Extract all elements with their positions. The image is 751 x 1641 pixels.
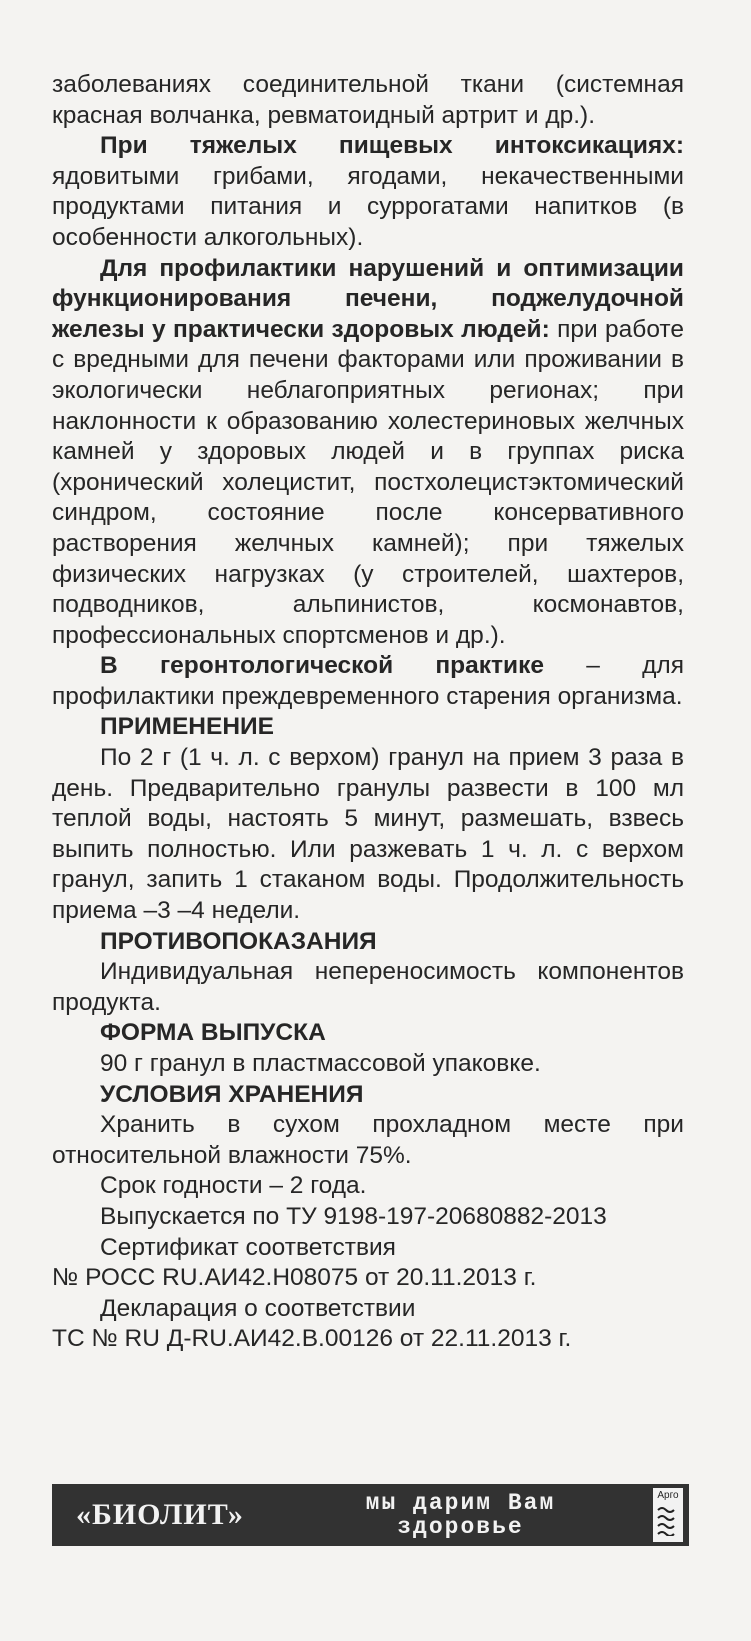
wave-icon — [656, 1504, 680, 1536]
slogan — [268, 1491, 653, 1539]
slogan-line-2: здоровье — [397, 1514, 524, 1540]
paragraph-gerontology — [52, 651, 684, 712]
paragraph-prophylaxis — [52, 254, 684, 652]
prophylaxis-text: при работе с вредными для печени факторами или проживании в экологически неблагоприятных регионах; при наклонности к образованию холестериновых желчных камней у здоровых людей и в группах риска (хронический холецистит, постхолецистэктомический синдром, состояние после консервативного растворения желчных камней); при тяжелых физических нагрузках (у строителей, шахтеров, подводников, альпинистов, космонавтов, профессиональных спортсменов и др.). — [52, 315, 684, 649]
paragraph-intoxication — [52, 131, 684, 253]
gerontology-text: – для профилактики преждевременного старения организма. — [52, 652, 684, 710]
prophylaxis-lead: Для профилактики нарушений и оптимизации функционирования печени, поджелудочной железы у практически здоровых людей: — [52, 254, 684, 343]
contraindications-heading: ПРОТИВОПОКАЗАНИЯ — [100, 927, 377, 955]
intoxication-text: ядовитыми грибами, ягодами, некачественными продуктами питания и суррогатами напитков (в особенности алкогольных). — [52, 162, 684, 251]
gerontology-lead: В геронтологической практике — [100, 652, 544, 680]
paragraph-connective-tissue: заболеваниях соединительной ткани (системная красная волчанка, ревматоидный артрит и др.). — [52, 71, 684, 129]
logo-text: Арго — [657, 1490, 679, 1501]
certificate-label: Сертификат соответствия — [100, 1233, 396, 1261]
usage-heading: ПРИМЕНЕНИЕ — [100, 713, 274, 741]
storage-heading: УСЛОВИЯ ХРАНЕНИЯ — [100, 1080, 364, 1108]
contraindications-text: Индивидуальная непереносимость компонентов продукта. — [52, 958, 684, 1016]
shelf-life: Срок годности – 2 года. — [100, 1172, 367, 1200]
declaration-label: Декларация о соответствии — [100, 1294, 416, 1322]
leaflet-text — [52, 70, 684, 1355]
tu-number: Выпускается по ТУ 9198-197-20680882-2013 — [100, 1202, 607, 1230]
usage-text: По 2 г (1 ч. л. с верхом) гранул на прием 3 раза в день. Предварительно гранулы развести в 100 мл теплой воды, настоять 5 минут, размешать, взвесь выпить полностью. Или разжевать 1 ч. л. с верхом гранул, запить 1 стаканом воды. Продолжительность приема –3 –4 недели. — [52, 744, 684, 925]
form-text: 90 г гранул в пластмассовой упаковке. — [100, 1050, 541, 1077]
storage-text: Хранить в сухом прохладном месте при относительной влажности 75%. — [52, 1111, 684, 1169]
argo-logo — [653, 1488, 683, 1542]
certificate-number: № РОСС RU.АИ42.Н08075 от 20.11.2013 г. — [52, 1264, 537, 1292]
brand-name: «БИОЛИТ» — [76, 1498, 244, 1531]
intoxication-lead: При тяжелых пищевых интоксикациях: — [100, 132, 684, 160]
form-heading: ФОРМА ВЫПУСКА — [100, 1019, 326, 1047]
slogan-line-1: мы дарим Вам — [365, 1490, 556, 1516]
footer-banner — [52, 1484, 689, 1546]
declaration-number: ТС № RU Д-RU.АИ42.В.00126 от 22.11.2013 г. — [52, 1325, 572, 1353]
